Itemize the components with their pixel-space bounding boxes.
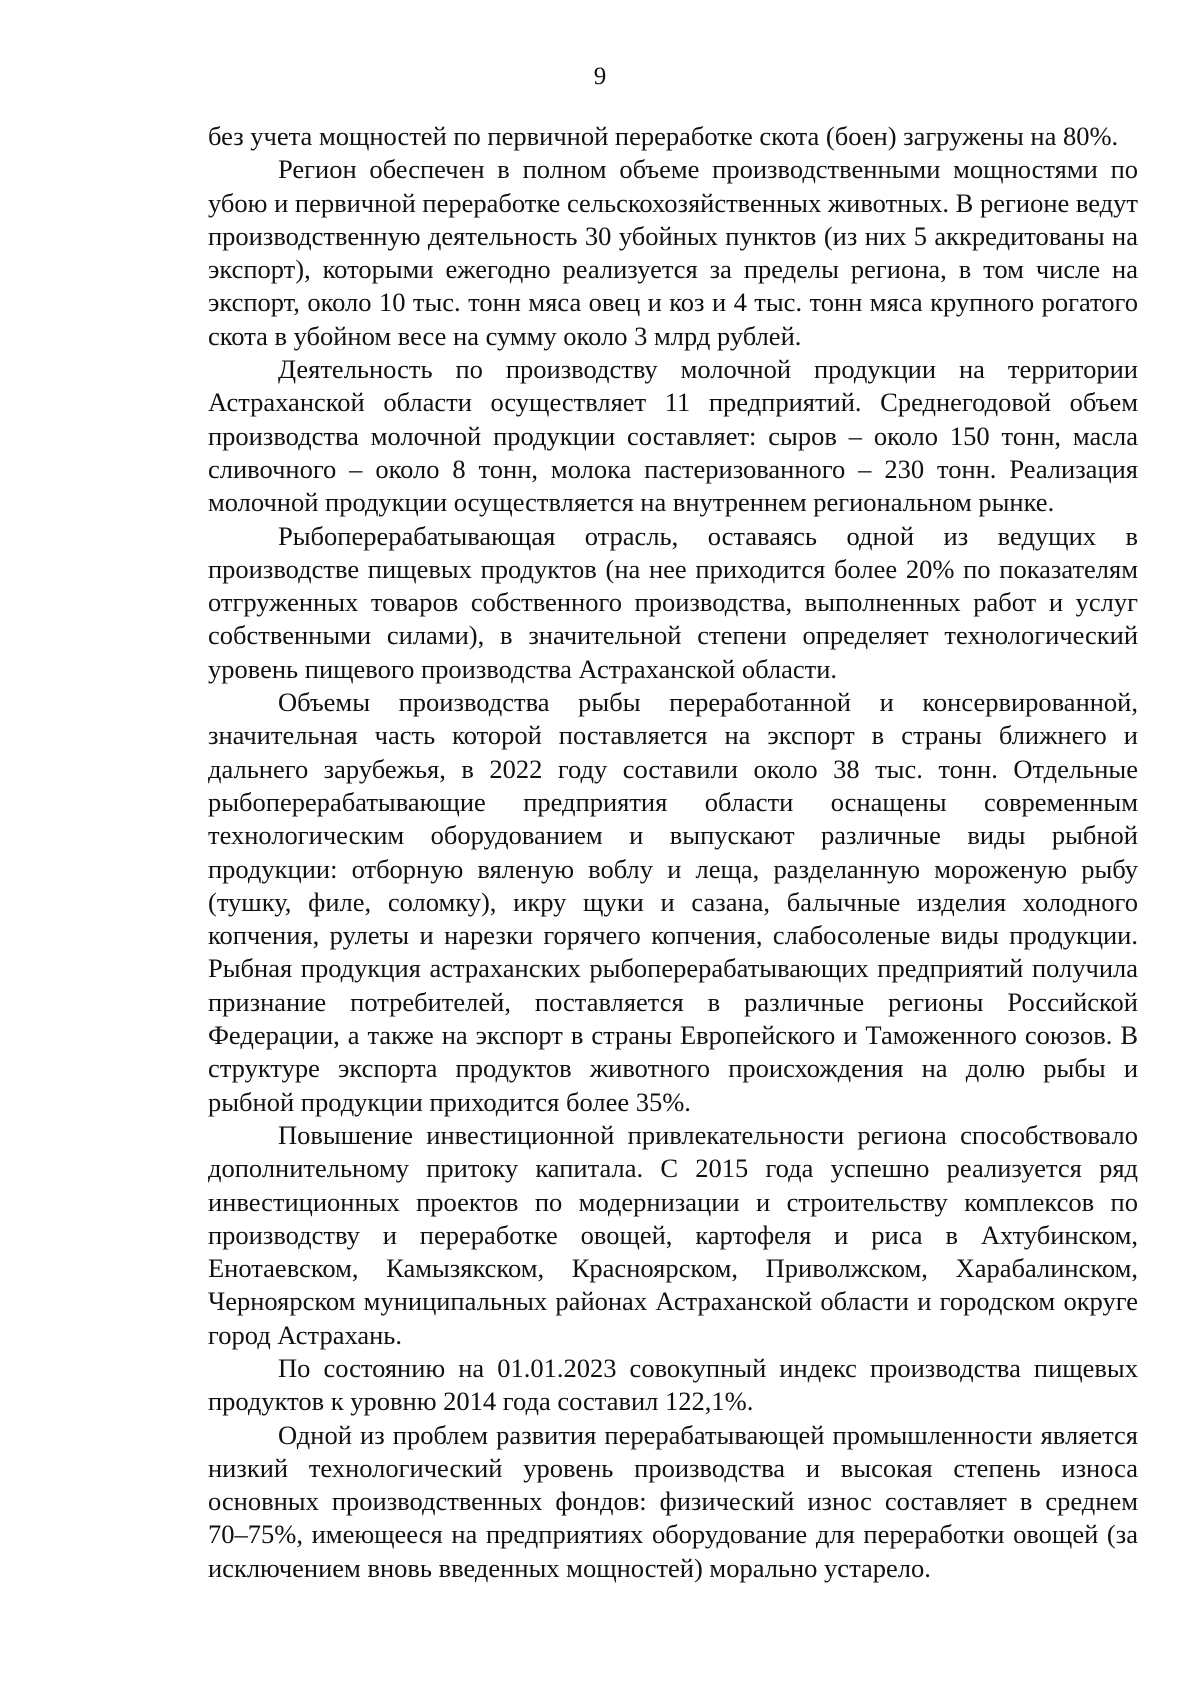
paragraph-production-index: По состоянию на 01.01.2023 совокупный индекс производства пищевых продуктов к уровню 2014 года составил 122,1%. (208, 1352, 1138, 1417)
paragraph-slaughter-capacity: Регион обеспечен в полном объеме производственными мощностями по убою и первичной переработке сельскохозяйственных животных. В регионе ведут производственную деятельность 30 убойных пунктов (из них 5 аккредитованы на экспорт), которыми ежегодно реализуется за пределы региона, в том числе на экспорт, около 10 тыс. тонн мяса овец и коз и 4 тыс. тонн мяса крупного рогатого скота в убойном весе на сумму около 3 млрд рублей. (208, 154, 1138, 351)
paragraph-fish-production-volumes: Объемы производства рыбы переработанной и консервированной, значительная часть которой поставляется на экспорт в страны ближнего и дальнего зарубежья, в 2022 году составили около 38 тыс. тонн. Отдельные рыбоперерабатывающие предприятия области оснащены современным технологическим оборудованием и выпускают различные виды рыбной продукции: отборную вяленую воблу и леща, разделанную мороженую рыбу (тушку, филе, соломку), икру щуки и сазана, балычные изделия холодного копчения, рулеты и нарезки горячего копчения, слабосоленые виды продукции. Рыбная продукция астраханских рыбоперерабатывающих предприятий получила признание потребителей, поставляется в различные регионы Российской Федерации, а также на экспорт в страны Европейского и Таможенного союзов. В структуре экспорта продуктов животного происхождения на долю рыбы и рыбной продукции приходится более 35%. (208, 687, 1138, 1117)
paragraph-investment-attractiveness: Повышение инвестиционной привлекательности региона способствовало дополнительному притоку капитала. С 2015 года успешно реализуется ряд инвестиционных проектов по модернизации и строительству комплексов по производству и переработке овощей, картофеля и риса в Ахтубинском, Енотаевском, Камызякском, Красноярском, Приволжском, Харабалинском, Черноярском муниципальных районах Астраханской области и городском округе город Астрахань. (208, 1119, 1138, 1350)
page-number: 9 (593, 63, 607, 90)
paragraph-fish-processing-industry: Рыбоперерабатывающая отрасль, оставаясь одной из ведущих в производстве пищевых продуктов (на нее приходится более 20% по показателям отгруженных товаров собственного производства, выполненных работ и услуг собственными силами), в значительной степени определяет технологический уровень пищевого производства Астраханской области. (208, 520, 1138, 684)
document-body (208, 120, 1138, 1585)
paragraph-dairy-production: Деятельность по производству молочной продукции на территории Астраханской области осуществляет 11 предприятий. Среднегодовой объем производства молочной продукции составляет: сыров – около 150 тонн, масла сливочного – около 8 тонн, молока пастеризованного – 230 тонн. Реализация молочной продукции осуществляется на внутреннем региональном рынке. (208, 354, 1138, 518)
paragraph-processing-problems: Одной из проблем развития перерабатывающей промышленности является низкий технологический уровень производства и высокая степень износа основных производственных фондов: физический износ составляет в среднем 70–75%, имеющееся на предприятиях оборудование для переработки овощей (за исключением вновь введенных мощностей) морально устарело. (208, 1419, 1138, 1583)
paragraph-continuation: без учета мощностей по первичной переработке скота (боен) загружены на 80%. (208, 121, 1119, 151)
